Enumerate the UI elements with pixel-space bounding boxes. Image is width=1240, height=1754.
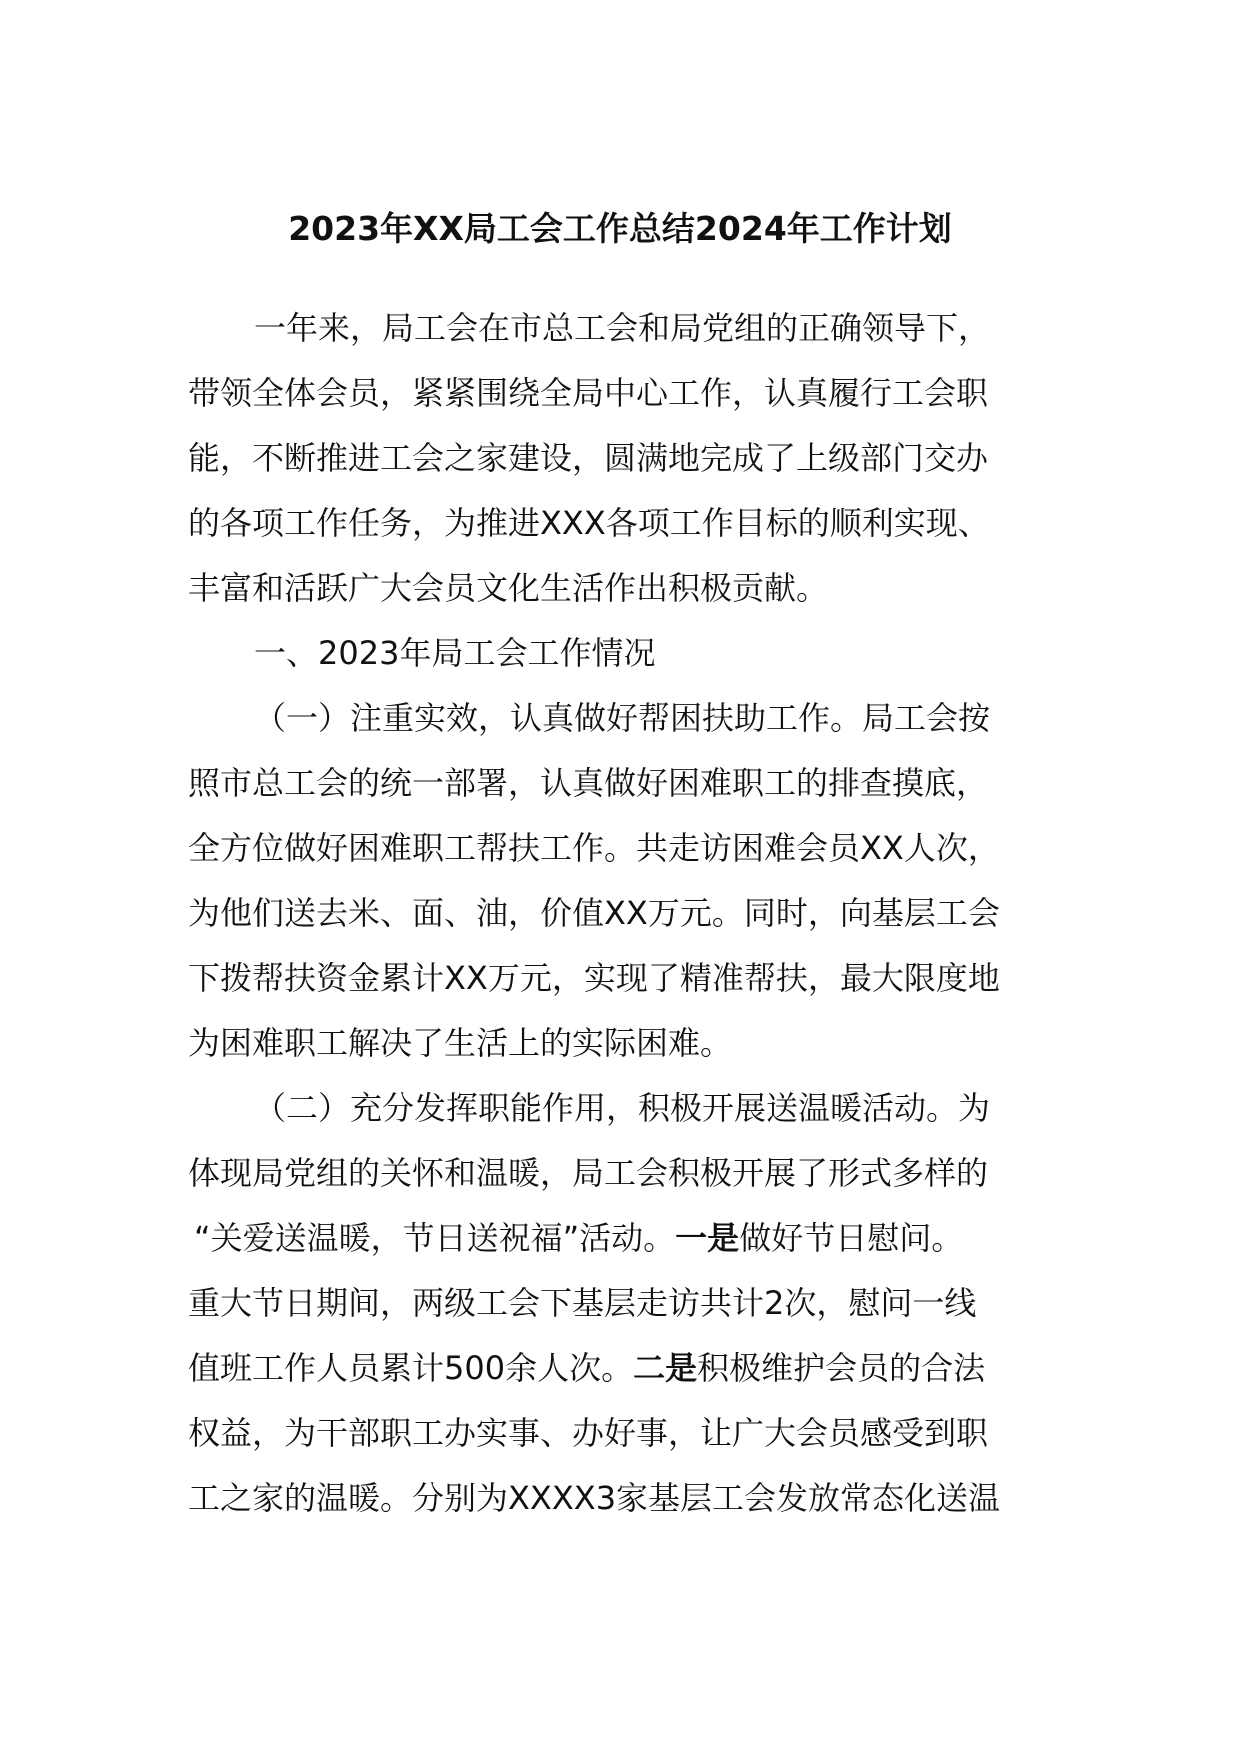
document-body bbox=[188, 296, 1060, 1531]
paragraph-line: 权益，为干部职工办实事、办好事，让广大会员感受到职 bbox=[188, 1414, 989, 1452]
paragraph-line: 为困难职工解决了生活上的实际困难。 bbox=[188, 1024, 733, 1062]
section-heading: 一、2023年局工会工作情况 bbox=[254, 634, 656, 672]
paragraph-line: 丰富和活跃广大会员文化生活作出积极贡献。 bbox=[188, 569, 829, 607]
paragraph-line: （一）注重实效，认真做好帮困扶助工作。局工会按 bbox=[254, 699, 991, 737]
paragraph-line bbox=[188, 1336, 1060, 1401]
paragraph-line: 带领全体会员，紧紧围绕全局中心工作，认真履行工会职 bbox=[188, 374, 989, 412]
text-segment: 值班工作人员累计500余人次。 bbox=[188, 1349, 634, 1387]
paragraph-line: 一年来，局工会在市总工会和局党组的正确领导下， bbox=[254, 309, 991, 347]
paragraph-line bbox=[188, 1206, 1060, 1271]
paragraph-line: 照市总工会的统一部署，认真做好困难职工的排查摸底， bbox=[188, 764, 989, 802]
paragraph-line: 体现局党组的关怀和温暖，局工会积极开展了形式多样的 bbox=[188, 1154, 989, 1192]
paragraph-line: 为他们送去米、面、油，价值XX万元。同时，向基层工会 bbox=[188, 894, 1000, 932]
document-title: 2023年XX局工会工作总结2024年工作计划 bbox=[288, 209, 952, 248]
bold-marker: 二是 bbox=[633, 1349, 698, 1387]
text-segment: “关爱送温暖，节日送祝福”活动。 bbox=[194, 1219, 676, 1257]
text-segment: 做好节日慰问。 bbox=[739, 1219, 964, 1257]
bold-marker: 一是 bbox=[675, 1219, 740, 1257]
paragraph-line: 下拨帮扶资金累计XX万元，实现了精准帮扶，最大限度地 bbox=[188, 959, 1000, 997]
paragraph-line: 能，不断推进工会之家建设，圆满地完成了上级部门交办 bbox=[188, 439, 989, 477]
paragraph-line: 重大节日期间，两级工会下基层走访共计2次，慰问一线 bbox=[188, 1284, 977, 1322]
paragraph-line: 工之家的温暖。分别为XXXX3家基层工会发放常态化送温 bbox=[188, 1479, 1001, 1517]
paragraph-line: 的各项工作任务，为推进XXX各项工作目标的顺利实现、 bbox=[188, 504, 990, 542]
text-segment: 积极维护会员的合法 bbox=[697, 1349, 986, 1387]
paragraph-line: 全方位做好困难职工帮扶工作。共走访困难会员XX人次， bbox=[188, 829, 1000, 867]
paragraph-line: （二）充分发挥职能作用，积极开展送温暖活动。为 bbox=[254, 1089, 991, 1127]
